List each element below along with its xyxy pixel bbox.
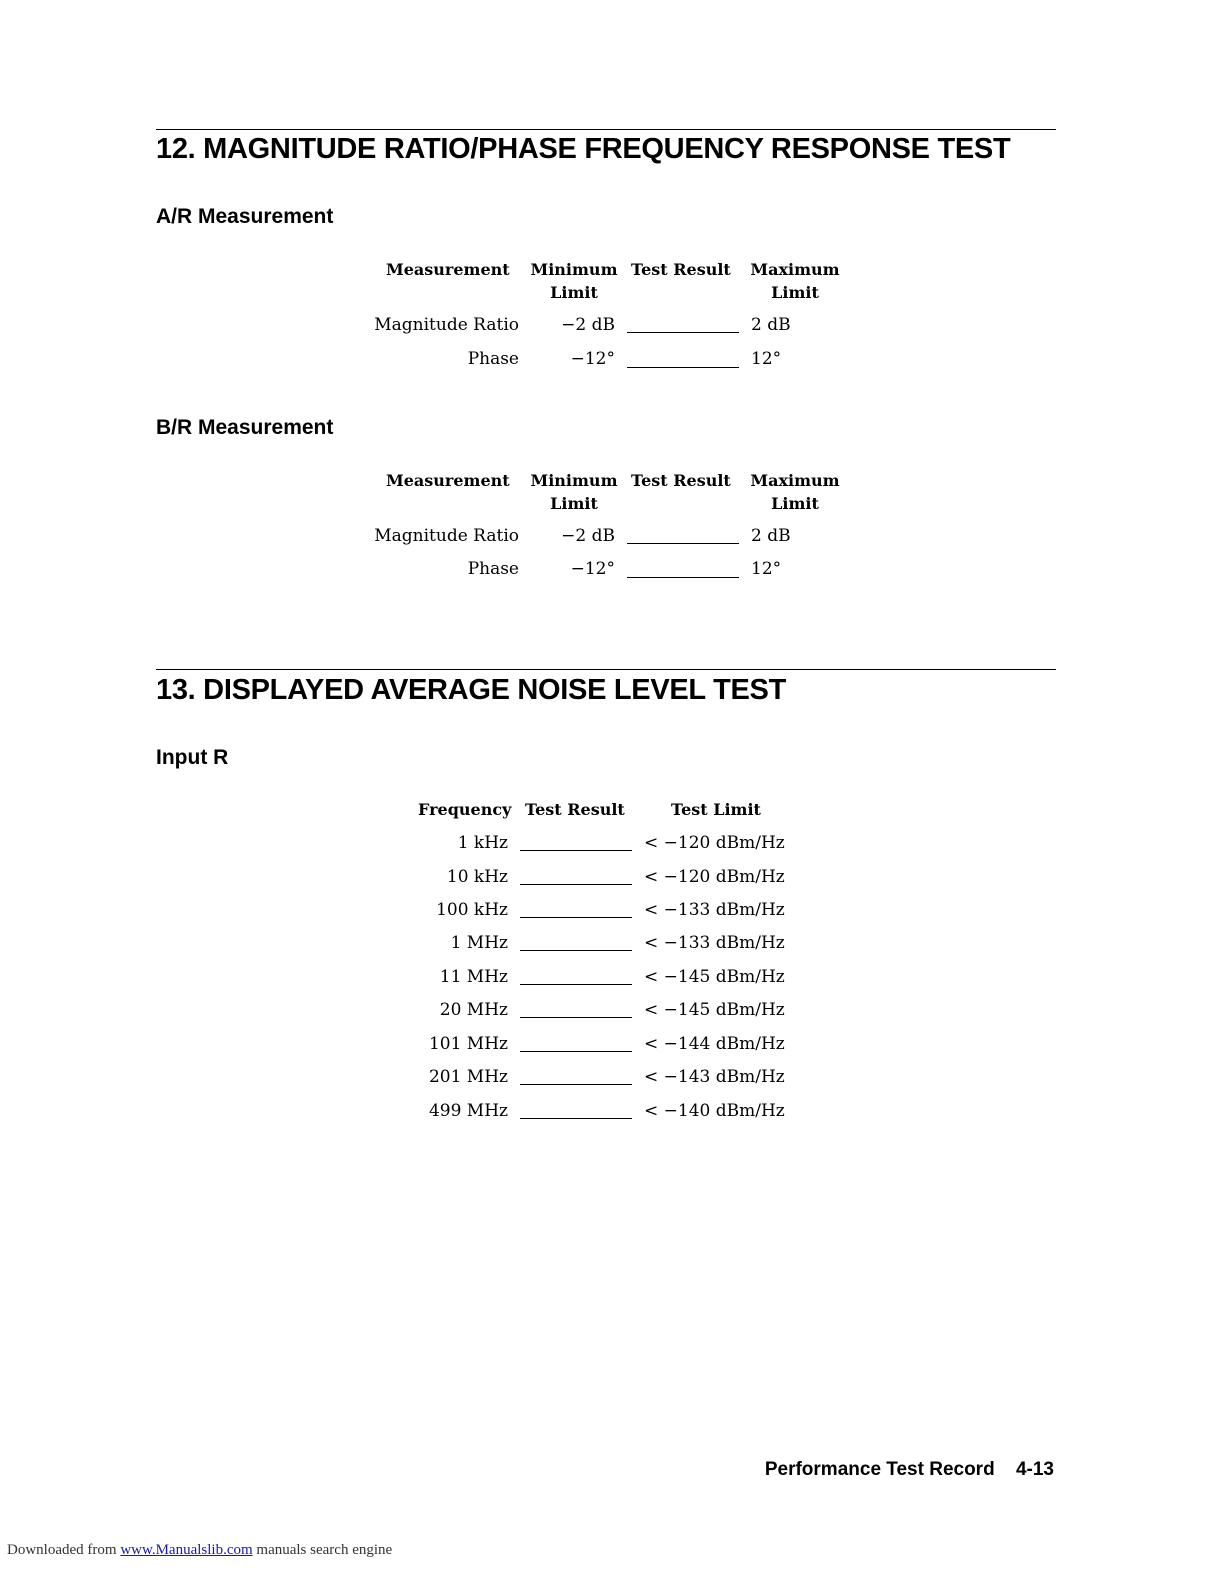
limit-cell: < −143 dBm/Hz bbox=[644, 1067, 785, 1087]
limit-cell: < −133 dBm/Hz bbox=[644, 933, 785, 953]
result-blank[interactable] bbox=[627, 367, 739, 368]
frequency-cell: 101 MHz bbox=[428, 1034, 508, 1054]
br-heading: B/R Measurement bbox=[156, 416, 334, 439]
table-row-max: 12° bbox=[751, 559, 782, 579]
download-prefix: Downloaded from bbox=[7, 1542, 117, 1558]
result-blank[interactable] bbox=[520, 1051, 632, 1052]
table-row-min: −2 dB bbox=[561, 315, 615, 335]
page-number: 4-13 bbox=[1015, 1459, 1054, 1480]
table-row-measurement: Phase bbox=[467, 349, 519, 369]
col-maximum-header: Maximum Limit bbox=[750, 471, 840, 513]
result-blank[interactable] bbox=[520, 1017, 632, 1018]
limit-cell: < −145 dBm/Hz bbox=[644, 967, 785, 987]
ar-heading: A/R Measurement bbox=[156, 205, 334, 228]
limit-cell: < −120 dBm/Hz bbox=[644, 833, 785, 853]
input-r-heading: Input R bbox=[156, 746, 229, 769]
section-12-rule bbox=[156, 129, 1056, 130]
table-row-measurement: Phase bbox=[467, 559, 519, 579]
table-row-measurement: Magnitude Ratio bbox=[374, 526, 519, 546]
col-result-header: Test Result bbox=[631, 471, 731, 490]
col-minimum-header: Minimum Limit bbox=[530, 471, 618, 513]
table-row-min: −2 dB bbox=[561, 526, 615, 546]
result-blank[interactable] bbox=[520, 1084, 632, 1085]
limit-cell: < −120 dBm/Hz bbox=[644, 867, 785, 887]
page-footer bbox=[765, 1459, 1054, 1481]
col-result-header: Test Result bbox=[631, 260, 731, 279]
result-blank[interactable] bbox=[520, 984, 632, 985]
frequency-cell: 1 kHz bbox=[457, 833, 508, 853]
table-row-measurement: Magnitude Ratio bbox=[374, 315, 519, 335]
result-blank[interactable] bbox=[520, 850, 632, 851]
col-limit-header: Test Limit bbox=[671, 800, 761, 819]
limit-cell: < −133 dBm/Hz bbox=[644, 900, 785, 920]
col-result-header: Test Result bbox=[525, 800, 625, 819]
col-measurement-header: Measurement bbox=[386, 471, 510, 490]
limit-cell: < −145 dBm/Hz bbox=[644, 1000, 785, 1020]
result-blank[interactable] bbox=[520, 1118, 632, 1119]
col-frequency-header: Frequency bbox=[418, 800, 512, 819]
result-blank[interactable] bbox=[627, 332, 739, 333]
frequency-cell: 499 MHz bbox=[428, 1101, 508, 1121]
table-row-max: 2 dB bbox=[751, 315, 791, 335]
col-minimum-header: Minimum Limit bbox=[530, 260, 618, 302]
frequency-cell: 10 kHz bbox=[446, 867, 508, 887]
section-13-title: 13. DISPLAYED AVERAGE NOISE LEVEL TEST bbox=[156, 674, 786, 706]
frequency-cell: 201 MHz bbox=[428, 1067, 508, 1087]
result-blank[interactable] bbox=[520, 950, 632, 951]
frequency-cell: 1 MHz bbox=[450, 933, 508, 953]
table-row-min: −12° bbox=[570, 349, 615, 369]
table-row-max: 12° bbox=[751, 349, 782, 369]
download-notice bbox=[7, 1542, 392, 1559]
frequency-cell: 100 kHz bbox=[436, 900, 508, 920]
result-blank[interactable] bbox=[627, 577, 739, 578]
manualslib-link[interactable]: www.Manualslib.com bbox=[120, 1542, 253, 1558]
footer-label: Performance Test Record bbox=[764, 1459, 995, 1480]
frequency-cell: 11 MHz bbox=[439, 967, 508, 987]
section-12-title: 12. MAGNITUDE RATIO/PHASE FREQUENCY RESPONSE TEST bbox=[156, 133, 1011, 165]
col-measurement-header: Measurement bbox=[386, 260, 510, 279]
table-row-min: −12° bbox=[570, 559, 615, 579]
section-13-rule bbox=[156, 669, 1056, 670]
download-suffix: manuals search engine bbox=[256, 1542, 393, 1558]
limit-cell: < −140 dBm/Hz bbox=[644, 1101, 785, 1121]
col-maximum-header: Maximum Limit bbox=[750, 260, 840, 302]
result-blank[interactable] bbox=[520, 917, 632, 918]
table-row-max: 2 dB bbox=[751, 526, 791, 546]
result-blank[interactable] bbox=[627, 543, 739, 544]
result-blank[interactable] bbox=[520, 884, 632, 885]
frequency-cell: 20 MHz bbox=[439, 1000, 508, 1020]
limit-cell: < −144 dBm/Hz bbox=[644, 1034, 785, 1054]
